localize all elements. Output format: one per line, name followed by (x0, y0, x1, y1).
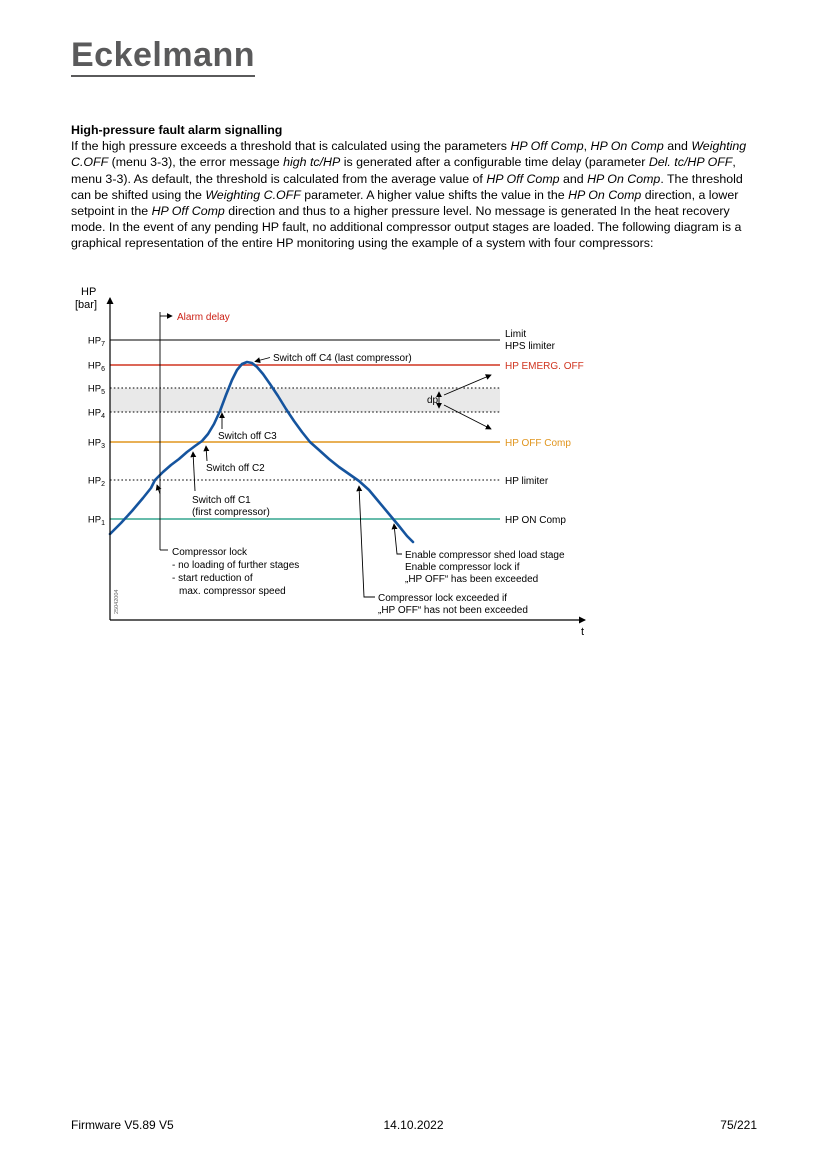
label-hp-limiter: HP limiter (505, 476, 549, 487)
c1-connector (193, 452, 195, 491)
tick-hp7: $HP_7$ (87, 335, 105, 348)
footer-firmware: Firmware V5.89 V5 (71, 1118, 174, 1132)
tick-hp3: $HP_3$ (87, 437, 105, 450)
x-axis-label: t (581, 626, 585, 638)
enable-line1: Enable compressor shed load stage (405, 550, 565, 561)
footer-date: 14.10.2022 (383, 1118, 444, 1132)
tick-hp5: $HP_5$ (87, 383, 105, 396)
dp-band (110, 389, 500, 413)
tick-hp6: $HP_6$ (87, 360, 105, 373)
intro-paragraph: If the high pressure exceeds a threshold that is calculated using the parameters HP Off Comp, HP On Comp and Weighting C.OFF (menu 3-3), the error message high tc/HP is generated after a configurable time delay (parameter Del. tc/HP OFF, menu 3-3). As default, the threshold is calculated from the average value of HP Off Comp and HP On Comp. The threshold can be shifted using the Weighting C.OFF parameter. A higher value shifts the value in the HP On Comp direction, a lower setpoint in the HP Off Comp direction and thus to a higher pressure level. No message is generated In the heat recovery mode. In the event of any pending HP fault, no additional compressor output stages are loaded. The following diagram is a graphical representation of the entire HP monitoring using the example of a system with four compressors: (71, 139, 747, 251)
switch-c4-label: Switch off C4 (last compressor) (273, 353, 412, 364)
tick-hp2: $HP_2$ (87, 475, 105, 488)
lock-exceeded-line1: Compressor lock exceeded if (378, 593, 507, 604)
switch-c1-label-line1: Switch off C1 (192, 495, 251, 506)
label-hp-emerg-off: HP EMERG. OFF (505, 361, 584, 372)
label-hps-limiter: HPS limiter (505, 341, 556, 352)
alarm-delay-label: Alarm delay (177, 312, 230, 323)
enable-line3: „HP OFF“ has been exceeded (405, 574, 539, 585)
c4-connector (255, 358, 270, 362)
footer-page-number: 75/221 (720, 1118, 757, 1132)
comp-lock-line1: Compressor lock (172, 547, 248, 558)
comp-lock-line4: max. compressor speed (179, 586, 286, 597)
y-axis-unit: [bar] (75, 299, 98, 311)
lock-exceeded-connector (359, 486, 375, 597)
main-content (71, 122, 761, 252)
switch-c3-label: Switch off C3 (218, 431, 277, 442)
c2-connector (206, 446, 207, 461)
enable-line2: Enable compressor lock if (405, 562, 520, 573)
label-hp-off-comp: HP OFF Comp (505, 438, 571, 449)
label-limit: Limit (505, 329, 527, 340)
lock-exceeded-line2: „HP OFF“ has not been exceeded (378, 605, 528, 616)
comp-lock-line3: - start reduction of (172, 573, 253, 584)
tick-hp4: $HP_4$ (87, 407, 105, 420)
dp-label: dp (427, 395, 439, 406)
y-axis-title: HP (81, 286, 97, 298)
section-heading: High-pressure fault alarm signalling (71, 123, 283, 137)
switch-c2-label: Switch off C2 (206, 463, 265, 474)
switch-c1-label-line2: (first compressor) (192, 507, 270, 518)
diagram-reference: 25042004 (114, 589, 120, 614)
label-hp-on-comp: HP ON Comp (505, 515, 566, 526)
eckelmann-logo: Eckelmann (71, 38, 255, 77)
tick-hp1: $HP_1$ (87, 514, 105, 527)
comp-lock-line2: - no loading of further stages (172, 560, 300, 571)
hp-monitoring-diagram (71, 282, 623, 654)
